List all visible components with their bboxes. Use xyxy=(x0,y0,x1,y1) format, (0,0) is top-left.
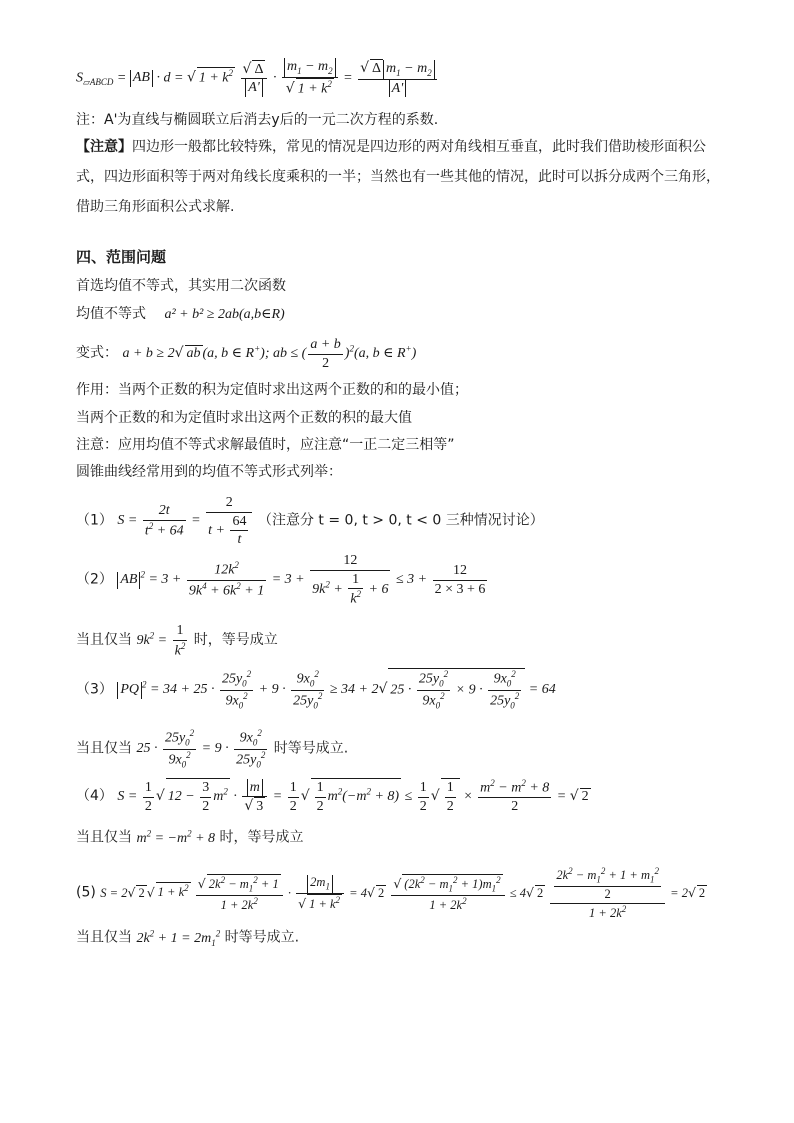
example-3-formula: PQ $^2$ = 34 + 25 · $\frac{25y_0^2}{9x_0^2}$ + 9 · $\frac{9x_0^2}{25y_0^2}$ ≥ 34 + 2√ 25 · $\frac{25y_0^2}{9x_0^2}$ × 9 · $\frac{9x_0^2}{25y_0^2}$ = 64 xyxy=(117,682,555,697)
caution-line: 注意：应用均值不等式求解最值时，应注意“一正二定三相等” xyxy=(76,437,455,453)
example-1-formula: S = $\frac{2t}{t^2 + 64}$ = 2 t + $\frac{64}{t}$ xyxy=(117,513,258,528)
example-3-condition: 当且仅当 25 · $\frac{25y_0^2}{9x_0^2}$ = 9 · $\frac{9x_0^2}{25y_0^2}$ 时等号成立. xyxy=(76,728,349,770)
example-5-condition: 当且仅当 $2k^2 + 1 = 2m_1^2$ 时等号成立. xyxy=(76,928,300,948)
example-2-index: （2） xyxy=(76,571,113,588)
note-coefficient: 注：A'为直线与椭圆联立后消去y后的一元二次方程的系数. xyxy=(76,112,439,128)
intro-text: 首选均值不等式，其实用二次函数 xyxy=(76,278,286,294)
attention-text: 四边形一般都比较特殊，常见的情况是四边形的两对角线相互垂直，此时我们借助棱形面积公式，四边形面积等于两对角线长度乘积的一半；当然也有一些其他的情况，此时可以拆分成两个三角形，借助三角形面积公式求解. xyxy=(76,139,720,215)
section-title: 四、范围问题 xyxy=(76,248,167,266)
variant-line xyxy=(76,336,416,372)
example-5-formula: S = 2√ 2 √ $1 + k^2$ $\frac{√ 2k^2 - m_1^2 + 1}{1 + 2k^2}$ · $\frac{2m_1}{√ 1 + k^2}$ = 4√ 2 $\frac{√ (2k^2 - m_1^2 + 1)m_1^2}{1 + 2k^2}$ ≤ 4√ 2 $\frac{\frac{2k^2 - m_1^2 + 1 + m_1^2}{2}}{1 + 2k^2}$ = 2√ 2 xyxy=(100,866,706,920)
example-1-index: （1） xyxy=(76,512,113,529)
example-2 xyxy=(76,552,489,608)
mean-inequality-formula: a² + b² ≥ 2ab(a,b∈R) xyxy=(164,307,285,322)
usage-line-1: 作用：当两个正数的积为定值时求出这两个正数的和的最小值； xyxy=(76,382,468,398)
example-4-index: （4） xyxy=(76,788,113,805)
example-5 xyxy=(76,866,707,921)
examples-intro: 圆锥曲线经常用到的均值不等式形式列举： xyxy=(76,464,342,480)
example-1-note: （注意分 t = 0, t > 0, t < 0 三种情况讨论） xyxy=(257,512,544,529)
mean-inequality-line xyxy=(76,306,285,324)
variant-label: 变式： xyxy=(76,345,118,362)
example-5-index: (5) xyxy=(76,884,96,901)
area-formula: $S_{▱ABCD}$ = AB · d = √ $1 + k^2$ $\frac{√ \Delta}{A'}$ · $\frac{m_1 - m_2}{√ 1 + k^2}$ = $\frac{√ \Delta m_1 - m_2}{A'}$ xyxy=(76,58,439,98)
mean-inequality-label: 均值不等式 xyxy=(76,306,146,322)
example-4-formula: S = $\frac{1}{2}$ √ 12 − $\frac{3}{2}$ $m^2$ · $\frac{m}{√ 3}$ = $\frac{1}{2}$ √ $\frac{1}{2}$ $m^2(-m^2 + 8)$ ≤ $\frac{1}{2}$ √ $\frac{1}{2}$ × $\frac{m^2 - m^2 + 8}{2}$ = √ 2 xyxy=(117,778,589,815)
example-4 xyxy=(76,778,591,816)
attention-paragraph xyxy=(76,132,726,222)
example-2-condition: 当且仅当 $9k^2$ = $\frac{1}{k^2}$ 时，等号成立 xyxy=(76,623,278,659)
example-2-formula: AB $^2$ = 3 + $\frac{12k^2}{9k^4 + 6k^2 + 1}$ = 3 + 12 $9k^2$ + $\frac{1}{k^2}$ + 6 ≤ 3 + $\frac{12}{2 \times 3 + 6}$ xyxy=(117,572,489,587)
example-4-condition: 当且仅当 $m^2 = -m^2 + 8$ 时，等号成立 xyxy=(76,828,304,846)
variant-formula: a + b ≥ 2√ ab (a, b ∈ R+); ab ≤ ( $\frac{a + b}{2}$ )$^2$(a, b ∈ R+) xyxy=(122,337,417,371)
attention-label: 【注意】 xyxy=(76,139,132,155)
example-3 xyxy=(76,668,556,711)
usage-line-2: 当两个正数的和为定值时求出这两个正数的积的最大值 xyxy=(76,410,412,426)
example-3-index: （3） xyxy=(76,681,113,698)
example-1 xyxy=(76,494,544,549)
